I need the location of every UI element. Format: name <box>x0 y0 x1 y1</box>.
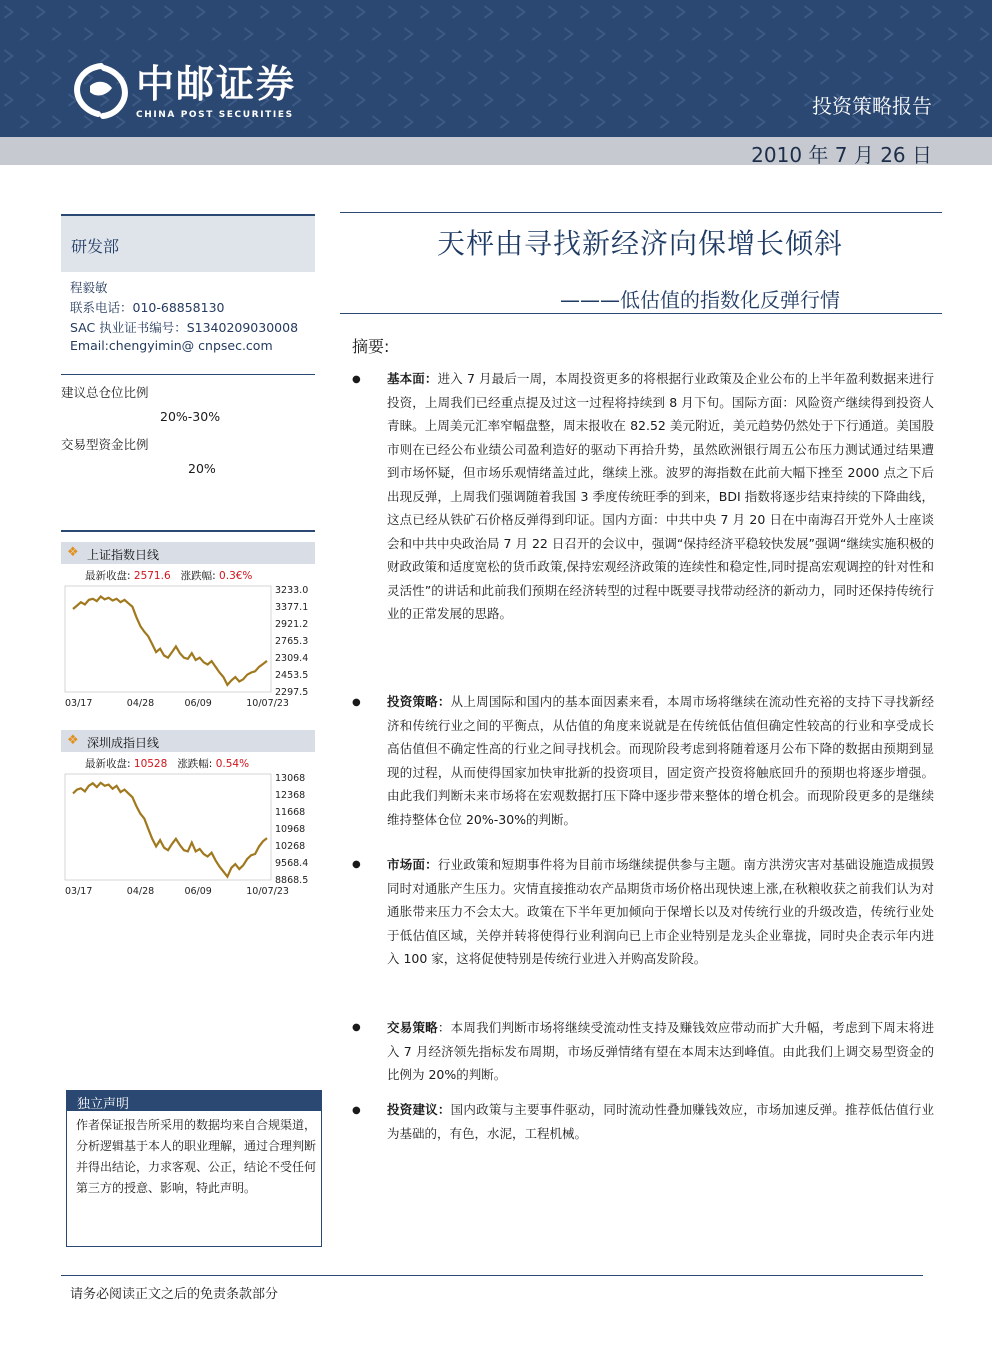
banner-pattern-mark <box>196 6 204 18</box>
sh-index-plot <box>61 580 315 710</box>
banner-pattern-mark <box>692 28 700 40</box>
banner-pattern-mark <box>612 94 620 106</box>
banner-pattern-mark <box>628 28 636 40</box>
banner-pattern-mark <box>436 116 444 128</box>
bullet-icon: ● <box>352 1022 361 1033</box>
banner-pattern-mark <box>852 72 860 84</box>
banner-pattern-mark <box>868 6 876 18</box>
date-strip <box>0 137 992 165</box>
banner-pattern-mark <box>532 116 540 128</box>
banner-pattern-mark <box>4 94 12 106</box>
banner-pattern-mark <box>564 28 572 40</box>
banner-pattern-mark <box>916 28 924 40</box>
banner-pattern-mark <box>20 28 28 40</box>
section-heading: 基本面： <box>387 371 438 386</box>
banner-pattern-mark <box>404 28 412 40</box>
banner-pattern-mark <box>852 28 860 40</box>
banner-pattern-mark <box>964 94 972 106</box>
banner-pattern-mark <box>100 50 108 62</box>
banner-pattern-mark <box>948 116 956 128</box>
banner-pattern-mark <box>548 94 556 106</box>
banner-pattern-mark <box>388 94 396 106</box>
banner-pattern-mark <box>644 6 652 18</box>
banner-pattern-mark <box>676 94 684 106</box>
banner-pattern-mark <box>564 72 572 84</box>
banner-pattern-mark <box>580 50 588 62</box>
y-tick-label: 2453.5 <box>275 670 309 681</box>
banner-pattern-mark <box>484 94 492 106</box>
banner-pattern-mark <box>932 94 940 106</box>
banner-pattern-mark <box>20 116 28 128</box>
banner-pattern-mark <box>468 72 476 84</box>
section-heading: 投资建议： <box>387 1102 451 1117</box>
banner-pattern-mark <box>660 116 668 128</box>
banner-pattern-mark <box>676 6 684 18</box>
banner-pattern-mark <box>164 50 172 62</box>
section-text: ：本周我们判断市场将继续受流动性支持及赚钱效应带动而扩大升幅，考虑到下周末将进入 7 月经济领先指标发布周期，市场反弹情绪有望在本周末达到峰值。由此我们上调交易型资金的比例为 20%的判断。 <box>387 1020 934 1082</box>
banner-pattern-mark <box>980 28 988 40</box>
banner-pattern-mark <box>884 72 892 84</box>
banner-pattern-mark <box>52 116 60 128</box>
chart-header <box>61 542 315 564</box>
banner-pattern-mark <box>148 28 156 40</box>
y-tick-label: 12368 <box>275 790 306 801</box>
banner-pattern-mark <box>36 6 44 18</box>
divider <box>61 374 315 375</box>
report-type: 投资策略报告 <box>812 94 932 118</box>
banner-pattern-mark <box>820 72 828 84</box>
banner-pattern-mark <box>500 28 508 40</box>
banner-pattern-mark <box>900 6 908 18</box>
position-value: 20%-30% <box>160 409 221 424</box>
banner-pattern-mark <box>404 116 412 128</box>
x-tick-label: 04/28 <box>126 698 155 709</box>
banner-pattern-mark <box>692 116 700 128</box>
banner-pattern-mark <box>484 6 492 18</box>
banner-pattern-mark <box>932 6 940 18</box>
banner-pattern-mark <box>68 50 76 62</box>
banner-pattern-mark <box>500 72 508 84</box>
banner-pattern-mark <box>164 6 172 18</box>
y-tick-label: 2921.2 <box>275 619 309 630</box>
banner-pattern-mark <box>388 6 396 18</box>
banner-pattern-mark <box>468 28 476 40</box>
department-label: 研发部 <box>71 237 120 256</box>
logo-text-en: CHINA POST SECURITIES <box>136 110 294 120</box>
banner-pattern-mark <box>436 28 444 40</box>
y-tick-label: 3233.0 <box>275 585 309 596</box>
banner-pattern-mark <box>356 50 364 62</box>
divider <box>61 530 315 532</box>
change-value: 0.3€% <box>219 570 253 582</box>
report-subtitle: ———低估值的指数化反弹行情 <box>560 288 840 312</box>
banner-pattern-mark <box>788 116 796 128</box>
banner-pattern-mark <box>500 116 508 128</box>
banner-pattern-mark <box>308 116 316 128</box>
diamond-icon: ❖ <box>67 733 79 748</box>
banner-pattern-mark <box>452 50 460 62</box>
logo-icon <box>70 62 132 120</box>
section-text: 国内政策与主要事件驱动，同时流动性叠加赚钱效应，市场加速反弹。推荐低估值行业为基础的，有色，水泥，工程机械。 <box>387 1102 934 1141</box>
banner-pattern-mark <box>20 72 28 84</box>
x-tick-label: 06/09 <box>184 698 212 709</box>
banner-pattern-mark <box>244 28 252 40</box>
banner-pattern-mark <box>756 28 764 40</box>
latest-label: 最新收盘: <box>85 570 131 582</box>
banner-pattern-mark <box>564 116 572 128</box>
analyst-name: 程毅敏 <box>70 280 108 295</box>
banner-pattern-mark <box>356 6 364 18</box>
banner-pattern-mark <box>932 50 940 62</box>
banner-pattern-mark <box>964 6 972 18</box>
disclaimer-body: 作者保证报告所采用的数据均来自合规渠道，分析逻辑基于本人的职业理解，通过合理判断并得出结论，力求客观、公正，结论不受任何第三方的授意、影响，特此声明。 <box>76 1118 317 1195</box>
y-tick-label: 10968 <box>275 824 306 835</box>
banner-pattern-mark <box>356 94 364 106</box>
banner-pattern-mark <box>756 116 764 128</box>
banner-pattern-mark <box>724 72 732 84</box>
diamond-icon: ❖ <box>67 545 79 560</box>
y-tick-label: 2309.4 <box>275 653 309 664</box>
x-tick-label: 03/17 <box>65 886 93 897</box>
banner-pattern-mark <box>628 72 636 84</box>
banner-pattern-mark <box>132 50 140 62</box>
y-tick-label: 10268 <box>275 841 306 852</box>
banner-pattern-mark <box>340 72 348 84</box>
banner-pattern-mark <box>420 50 428 62</box>
chart-title: 上证指数日线 <box>87 548 160 562</box>
index-line <box>73 783 267 877</box>
banner-pattern-mark <box>468 116 476 128</box>
banner-pattern-mark <box>788 72 796 84</box>
trading-label: 交易型资金比例 <box>61 437 149 452</box>
banner-pattern-mark <box>708 6 716 18</box>
banner-pattern-mark <box>516 50 524 62</box>
y-tick-label: 11668 <box>275 807 306 818</box>
banner-pattern-mark <box>68 6 76 18</box>
banner-pattern-mark <box>644 50 652 62</box>
section-heading: 投资策略： <box>387 694 451 709</box>
banner-pattern-mark <box>724 116 732 128</box>
plot-frame <box>65 774 271 880</box>
banner-pattern-mark <box>868 50 876 62</box>
banner-pattern-mark <box>596 116 604 128</box>
change-value: 0.54% <box>215 758 250 770</box>
title-rule-top <box>340 212 942 213</box>
banner-pattern-mark <box>772 94 780 106</box>
y-tick-label: 13068 <box>275 773 306 784</box>
banner-pattern-mark <box>756 72 764 84</box>
chart-header <box>61 730 315 752</box>
disclaimer-header <box>67 1091 321 1111</box>
latest-value: 2571.6 <box>133 570 171 582</box>
banner-pattern-mark <box>548 50 556 62</box>
x-tick-label: 03/17 <box>65 698 93 709</box>
position-label: 建议总仓位比例 <box>61 385 149 400</box>
banner-pattern-mark <box>324 94 332 106</box>
y-tick-label: 2765.3 <box>275 636 309 647</box>
banner-pattern-mark <box>596 28 604 40</box>
banner-pattern-mark <box>708 50 716 62</box>
banner-pattern-mark <box>980 72 988 84</box>
banner-pattern-mark <box>612 50 620 62</box>
sz-index-plot <box>61 768 315 898</box>
change-label: 涨跌幅: <box>180 570 216 582</box>
banner-pattern-mark <box>836 6 844 18</box>
analyst-phone: 联系电话：010-68858130 <box>70 300 225 315</box>
banner-pattern-mark <box>948 28 956 40</box>
banner-pattern-mark <box>948 72 956 84</box>
banner-pattern-mark <box>228 50 236 62</box>
banner-pattern-mark <box>580 6 588 18</box>
banner-pattern-mark <box>404 72 412 84</box>
banner-pattern-mark <box>132 6 140 18</box>
banner-pattern-mark <box>644 94 652 106</box>
y-tick-label: 9568.4 <box>275 858 309 869</box>
banner-pattern-mark <box>308 28 316 40</box>
index-line <box>73 597 267 685</box>
banner-pattern-mark <box>740 94 748 106</box>
banner-pattern-mark <box>788 28 796 40</box>
trading-value: 20% <box>188 461 216 476</box>
banner-pattern-mark <box>340 116 348 128</box>
banner-pattern-mark <box>420 94 428 106</box>
banner-pattern-mark <box>692 72 700 84</box>
banner-pattern-mark <box>916 72 924 84</box>
abstract-label: 摘要: <box>352 337 390 356</box>
banner-pattern-mark <box>372 72 380 84</box>
section-strategy <box>387 690 934 831</box>
sh-index-chart <box>61 542 315 710</box>
title-rule-bottom <box>340 313 942 314</box>
banner-pattern-mark <box>724 28 732 40</box>
y-tick-label: 8868.5 <box>275 875 309 886</box>
banner-pattern-mark <box>612 6 620 18</box>
banner-pattern-mark <box>276 28 284 40</box>
banner-pattern-mark <box>4 6 12 18</box>
latest-label: 最新收盘: <box>85 758 131 770</box>
banner-pattern-mark <box>836 50 844 62</box>
banner-pattern-mark <box>516 6 524 18</box>
sz-index-chart <box>61 730 315 898</box>
footer-rule <box>61 1275 923 1276</box>
banner-pattern-mark <box>372 116 380 128</box>
banner-pattern-mark <box>660 28 668 40</box>
report-title: 天枰由寻找新经济向保增长倾斜 <box>436 227 843 260</box>
banner-pattern-mark <box>676 50 684 62</box>
banner-pattern-mark <box>804 50 812 62</box>
banner-pattern-mark <box>388 50 396 62</box>
bullet-icon: ● <box>352 1105 361 1116</box>
report-date: 2010 年 7 月 26 日 <box>751 143 932 167</box>
footer-notice: 请务必阅读正文之后的免责条款部分 <box>70 1287 279 1302</box>
section-heading: 交易策略 <box>387 1020 438 1035</box>
banner-pattern-mark <box>36 94 44 106</box>
banner-pattern-mark <box>292 50 300 62</box>
section-heading: 市场面： <box>387 857 438 872</box>
banner-pattern-mark <box>884 28 892 40</box>
banner-pattern-mark <box>324 50 332 62</box>
banner-pattern-mark <box>308 72 316 84</box>
banner-pattern-mark <box>660 72 668 84</box>
banner-pattern-mark <box>772 6 780 18</box>
banner-pattern-mark <box>84 28 92 40</box>
banner-pattern-mark <box>324 6 332 18</box>
section-text: 进入 7 月最后一周，本周投资更多的将根据行业政策及企业公布的上半年盈利数据来进行投资，上周我们已经重点提及过这一过程将持续到 8 月下旬。国际方面：风险资产继续得到投资人青睐。上周美元汇率窄幅盘整，周末报收在 82.52 美元附近，美元趋势仍然处于下行通道。美国股市则在已经公布业绩公司盈利造好的驱动下再拾升势，虽然欧洲银行周五公布压力测试通过结果遭到市场怀疑，但市场乐观情绪盖过此，继续上涨。波罗的海指数在此前大幅下挫至 2000 点之下后出现反弹，上周我们强调随着我国 3 季度传统旺季的到来，BDI 指数将逐步结束持续的下降曲线，这点已经从铁矿石价格反弹得到印证。国内方面：中共中央 7 月 20 日在中南海召开党外人士座谈会和中共中央政治局 7 月 22 日召开的会议中，强调“保持经济平稳较快发展”强调“继续实施积极的财政政策和适度宽松的货币政策,保持宏观经济政策的连续性和稳定性,同时提高宏观调控的针对性和灵活性”的讲话和此前我们预期在经济转型的过程中既要寻找带动经济的新动力，同时还保持传统行业的正常发展的思路。 <box>387 371 934 621</box>
banner-pattern-mark <box>964 50 972 62</box>
banner-pattern-mark <box>548 6 556 18</box>
disclaimer-box <box>66 1090 322 1247</box>
disclaimer-title: 独立声明 <box>77 1097 130 1112</box>
section-market <box>387 853 934 971</box>
bullet-icon: ● <box>352 859 361 870</box>
banner-pattern-mark <box>452 6 460 18</box>
banner-pattern-mark <box>4 50 12 62</box>
banner-pattern-mark <box>52 28 60 40</box>
banner-pattern-mark <box>260 50 268 62</box>
x-tick-label: 10/07/23 <box>246 886 289 897</box>
y-tick-label: 2297.5 <box>275 687 309 698</box>
banner-pattern-mark <box>228 6 236 18</box>
banner-pattern-mark <box>804 6 812 18</box>
analyst-email[interactable]: Email:chengyimin@ cnpsec.com <box>70 338 273 353</box>
banner-pattern-mark <box>36 50 44 62</box>
banner-pattern-mark <box>292 6 300 18</box>
x-tick-label: 04/28 <box>126 886 155 897</box>
banner-pattern-mark <box>820 28 828 40</box>
logo-text-cn: 中邮证券 <box>136 62 297 106</box>
banner-pattern-mark <box>116 28 124 40</box>
chart-title: 深圳成指日线 <box>87 736 160 750</box>
banner-pattern-mark <box>420 6 428 18</box>
banner-pattern-mark <box>580 94 588 106</box>
banner-pattern-mark <box>212 28 220 40</box>
section-fundamentals <box>387 367 934 626</box>
banner-pattern-mark <box>708 94 716 106</box>
banner-pattern-mark <box>740 50 748 62</box>
banner-pattern-mark <box>740 6 748 18</box>
banner-pattern-mark <box>52 72 60 84</box>
bullet-icon: ● <box>352 374 361 385</box>
banner-pattern-mark <box>596 72 604 84</box>
banner-pattern-mark <box>516 94 524 106</box>
banner-pattern-mark <box>532 28 540 40</box>
analyst-sac-number: SAC 执业证书编号：S1340209030008 <box>70 320 299 335</box>
banner-pattern-mark <box>484 50 492 62</box>
department-box <box>61 214 315 272</box>
change-label: 涨跌幅: <box>177 758 213 770</box>
banner-pattern-mark <box>532 72 540 84</box>
section-trading <box>387 1016 934 1087</box>
banner-pattern-mark <box>260 6 268 18</box>
banner-pattern-mark <box>980 116 988 128</box>
plot-frame <box>65 586 271 692</box>
latest-value: 10528 <box>133 758 168 770</box>
section-text: 从上周国际和国内的基本面因素来看，本周市场将继续在流动性充裕的支持下寻找新经济和传统行业之间的平衡点，从估值的角度来说就是在传统低估值但确定性较高的行业和享受成长高估值但不确定性高的行业之间寻找机会。而现阶段考虑到将随着逐月公布下降的数据由预期到显现的过程，从而使得国家加快审批新的投资项目，固定资产投资将触底回升的预期也将逐步增强。由此我们判断未来市场将在宏观数据打压下降中逐步带来整体的增仓机会。而现阶段更多的是继续维持整体仓位 20%-30%的判断。 <box>387 694 934 827</box>
bullet-icon: ● <box>352 697 361 708</box>
banner-pattern-mark <box>452 94 460 106</box>
x-tick-label: 10/07/23 <box>246 698 289 709</box>
banner-pattern-mark <box>436 72 444 84</box>
banner-pattern-mark <box>196 50 204 62</box>
section-text: 行业政策和短期事件将为目前市场继续提供参与主题。南方洪涝灾害对基础设施造成损毁同时对通胀产生压力。灾情直接推动农产品期货市场价格出现快速上涨,在秋粮收获之前我们认为对通胀带来压力不会太大。政策在下半年更加倾向于保增长以及对传统行业的升级改造，传统行业处于低估值区域，关停并转将使得行业利润向已上市企业特别是龙头企业靠拢，同时央企表示年内进入 100 家，这将促使特别是传统行业进入并购高发阶段。 <box>387 857 934 966</box>
section-recommendation <box>387 1098 934 1145</box>
banner-pattern-mark <box>900 50 908 62</box>
header-banner <box>0 0 992 137</box>
x-tick-label: 06/09 <box>184 886 212 897</box>
banner-pattern-mark <box>100 6 108 18</box>
y-tick-label: 3377.1 <box>275 602 309 613</box>
banner-pattern-mark <box>180 28 188 40</box>
banner-pattern-mark <box>772 50 780 62</box>
banner-pattern-mark <box>372 28 380 40</box>
banner-pattern-mark <box>340 28 348 40</box>
banner-pattern-mark <box>628 116 636 128</box>
